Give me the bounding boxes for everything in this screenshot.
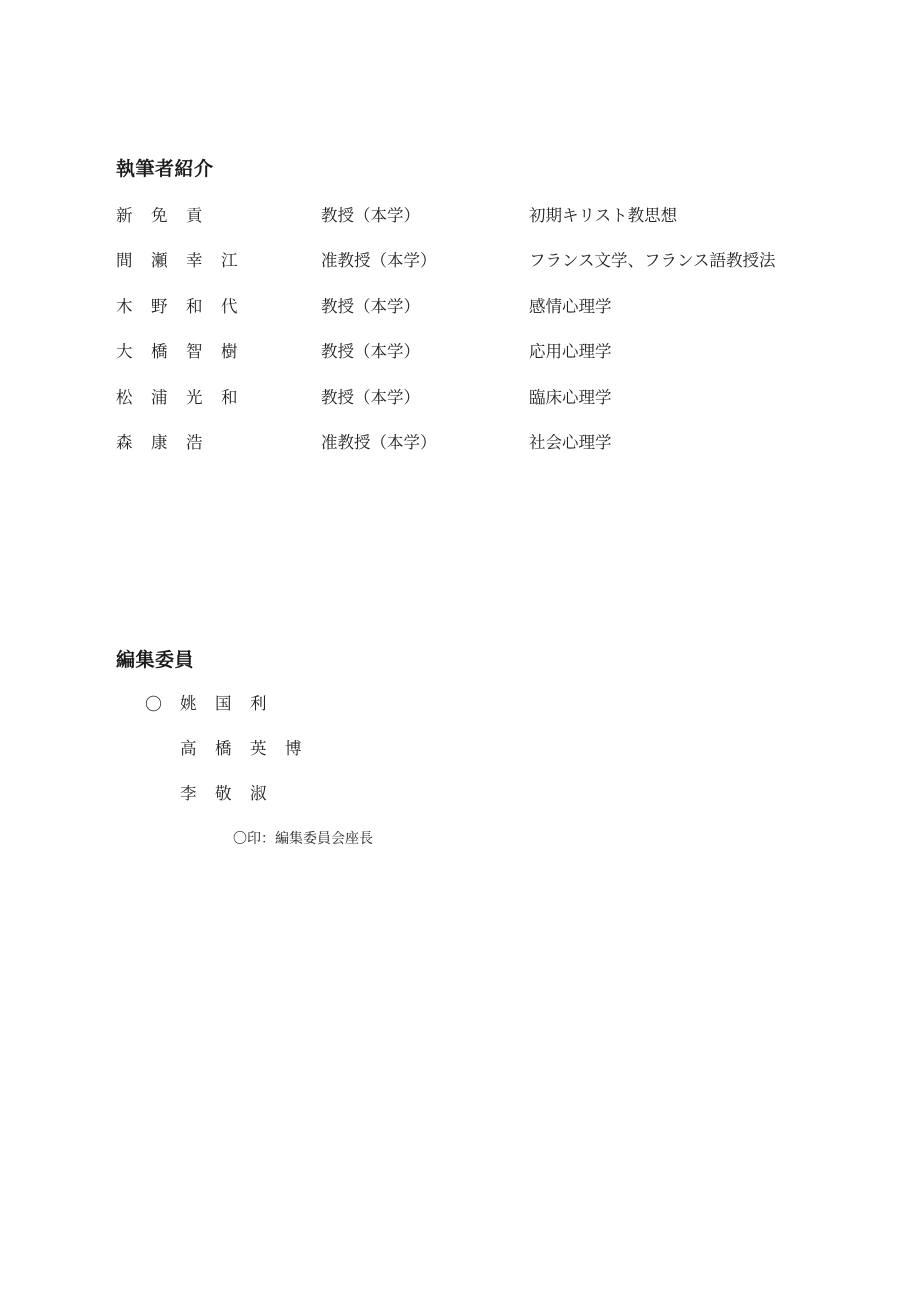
- author-position: 准教授（本学）: [321, 432, 437, 452]
- editors-list: [145, 690, 545, 825]
- editor-chair-note: 〇印：編集委員会座長: [233, 831, 373, 847]
- editor-row: [145, 780, 545, 825]
- editor-row: [145, 690, 545, 735]
- author-field: 感情心理学: [529, 296, 612, 316]
- editor-name: 李敬淑: [180, 784, 285, 803]
- author-position: 教授（本学）: [321, 296, 420, 316]
- author-name: 大橋智樹: [116, 342, 256, 362]
- editor-row: [145, 735, 545, 780]
- author-name: 森康浩: [116, 432, 221, 452]
- author-field: フランス文学、フランス語教授法: [529, 251, 776, 271]
- authors-list: [116, 202, 836, 474]
- author-position: 教授（本学）: [321, 206, 420, 225]
- author-name: 新免貢: [116, 206, 221, 225]
- editors-section-title: 編集委員: [116, 649, 195, 671]
- editor-name: 高橋英博: [180, 739, 320, 758]
- author-field: 応用心理学: [529, 342, 612, 362]
- author-row: [116, 247, 836, 292]
- chair-mark-icon: 〇: [145, 695, 162, 715]
- author-position: 准教授（本学）: [321, 251, 437, 271]
- authors-section-title: 執筆者紹介: [116, 158, 214, 180]
- author-field: 初期キリスト教思想: [529, 206, 678, 225]
- author-name: 間瀬幸江: [116, 251, 256, 271]
- author-row: [116, 293, 836, 338]
- author-name: 木野和代: [116, 296, 256, 316]
- author-row: [116, 429, 836, 474]
- editor-name: 姚国利: [180, 694, 285, 713]
- author-field: 臨床心理学: [529, 387, 612, 407]
- author-field: 社会心理学: [529, 432, 612, 452]
- author-position: 教授（本学）: [321, 387, 420, 407]
- author-row: [116, 338, 836, 383]
- author-name: 松浦光和: [116, 387, 256, 407]
- author-position: 教授（本学）: [321, 342, 420, 362]
- author-row: [116, 202, 836, 247]
- author-row: [116, 384, 836, 429]
